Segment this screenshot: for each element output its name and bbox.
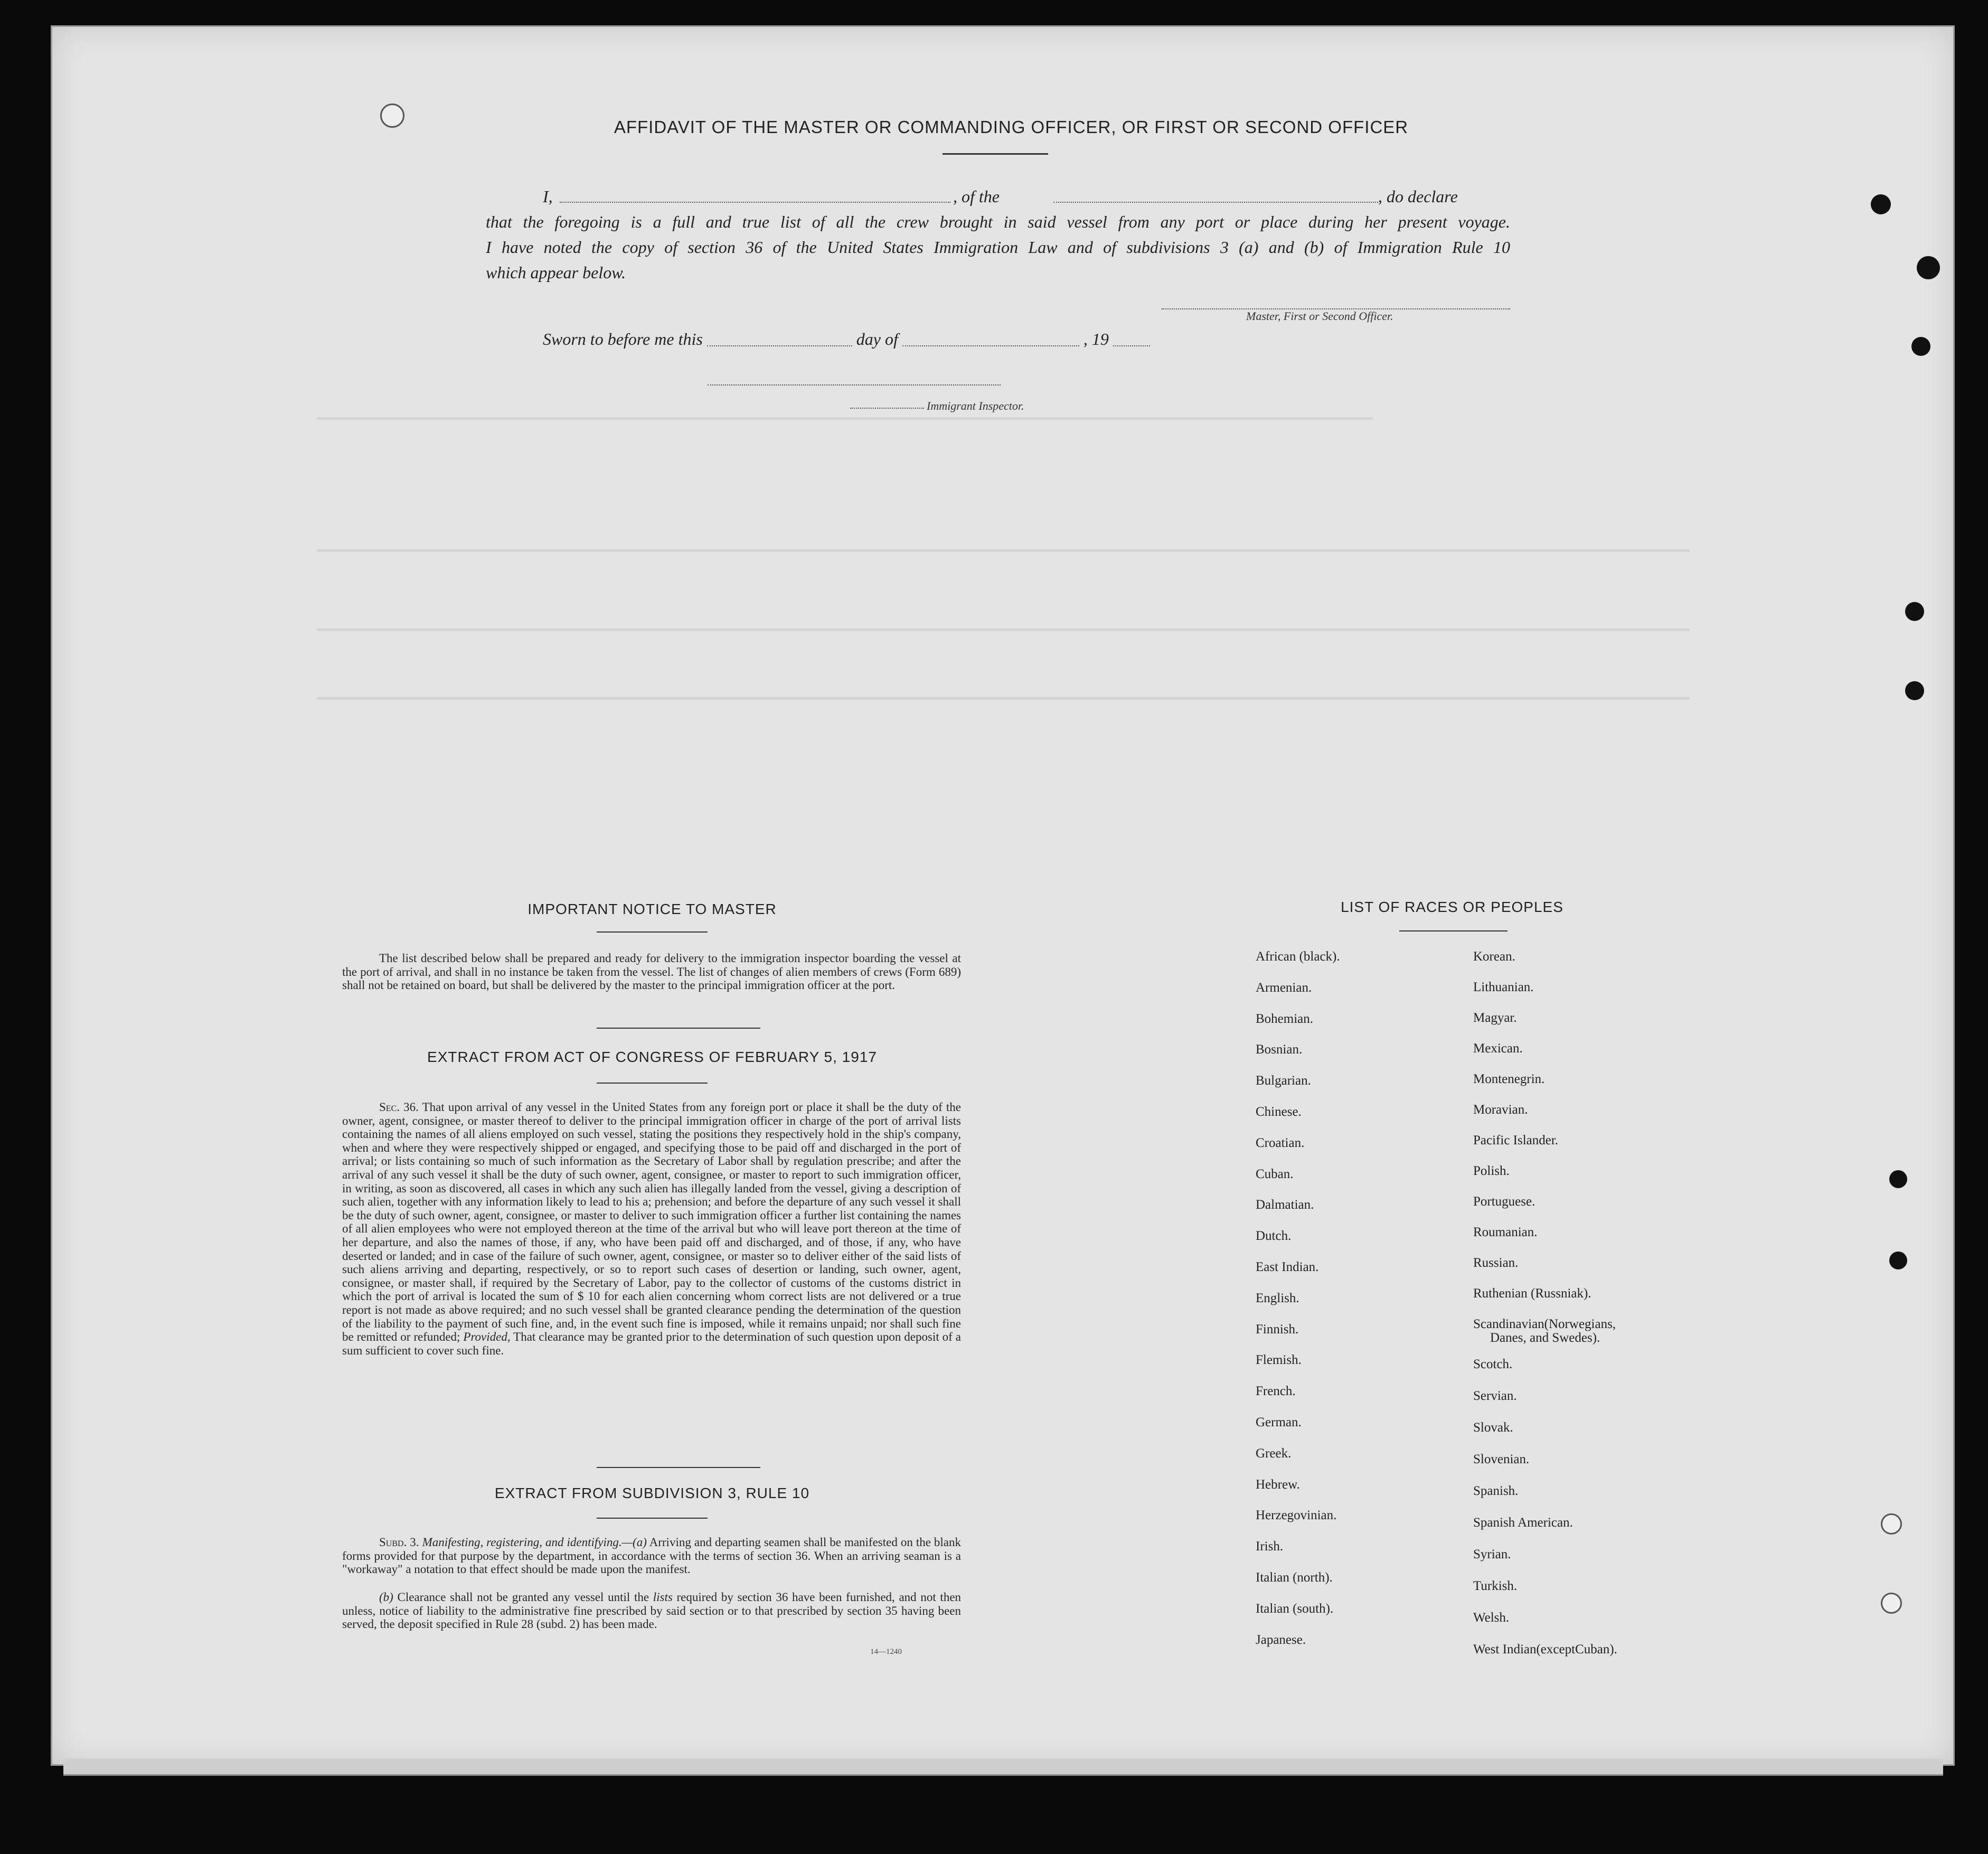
section-label: Sec. 36. [379, 1100, 419, 1114]
extract-rule-rule [597, 1518, 708, 1519]
race-left-item: Bulgarian. [1256, 1074, 1311, 1088]
inspector-short-line [850, 392, 924, 409]
race-left-item: Armenian. [1256, 980, 1312, 995]
officer-label: Master, First or Second Officer. [1246, 309, 1393, 323]
rule-10-body-a: Arriving and departing seamen shall be manifested on the blank forms provided for that purpose by the department, in accordance with the terms of section 36. When an arriving seaman is a "workaway" a notation to that effect should be made upon the manifest. [342, 1536, 962, 1576]
race-right-item: Ruthenian (Russniak). [1473, 1286, 1591, 1301]
race-right-item-continued: Danes, and Swedes). [1490, 1331, 1600, 1345]
race-left-item: Japanese. [1256, 1632, 1306, 1647]
affidavit-line-1 [486, 184, 1510, 209]
punch-hole-icon [1889, 1251, 1907, 1269]
race-right-item: Servian. [1473, 1389, 1517, 1403]
affidavit-title: AFFIDAVIT OF THE MASTER OR COMMANDING OFFICER, OR FIRST OR SECOND OFFICER [614, 117, 1409, 137]
year-blank [1113, 330, 1150, 346]
race-right-item: Spanish. [1473, 1484, 1519, 1498]
year-label: , 19 [1083, 330, 1109, 349]
rule-10-text-a [342, 1536, 961, 1576]
race-left-item: Greek. [1256, 1446, 1292, 1461]
race-left-item: Bohemian. [1256, 1011, 1314, 1026]
race-right-item: Turkish. [1473, 1579, 1518, 1593]
inspector-label: Immigrant Inspector. [927, 399, 1024, 412]
race-right-item: Moravian. [1473, 1103, 1528, 1117]
race-left-item: African (black). [1256, 949, 1340, 964]
race-right-item: Mexican. [1473, 1041, 1523, 1056]
race-right-item: Scandinavian(Norwegians, [1473, 1317, 1616, 1331]
race-left-item: Bosnian. [1256, 1042, 1303, 1057]
race-right-item: Spanish American. [1473, 1516, 1573, 1530]
bleed-line [317, 628, 1690, 631]
officer-signature-line [1162, 293, 1510, 309]
sworn-line [543, 330, 1150, 349]
punch-hole-icon [1871, 194, 1891, 214]
affidavit-line-4: which appear below. [486, 263, 626, 282]
race-left-item: Flemish. [1256, 1353, 1302, 1368]
lists-word: lists [653, 1591, 673, 1604]
race-right-item: Montenegrin. [1473, 1072, 1545, 1086]
reinforcement-ring-icon [1881, 1593, 1902, 1614]
affidavit-line-3: I have noted the copy of section 36 of the United States Immigration Law and of subdivisions 3 (a) and (b) of Immigration Rule 10 [486, 238, 1510, 257]
affidavit-i: I, [543, 187, 553, 206]
race-left-item: Italian (south). [1256, 1601, 1334, 1616]
rule-10-text-b [342, 1591, 961, 1631]
subd-label: Subd. 3. [379, 1536, 419, 1549]
race-left-item: English. [1256, 1291, 1299, 1305]
affidavit-line-2: that the foregoing is a full and true list of all the crew brought in said vessel from any port or place during her present voyage. [486, 212, 1510, 231]
race-left-item: Hebrew. [1256, 1477, 1300, 1492]
race-right-item: Lithuanian. [1473, 980, 1534, 994]
bleed-line [317, 417, 1373, 420]
punch-hole-icon [1917, 256, 1940, 279]
race-left-item: East Indian. [1256, 1260, 1319, 1274]
notice-rule [597, 931, 708, 933]
bleed-line [317, 697, 1690, 700]
race-right-item: Pacific Islander. [1473, 1133, 1559, 1147]
punch-hole-icon [1905, 681, 1924, 700]
race-right-item: Polish. [1473, 1164, 1510, 1178]
name-blank [560, 184, 950, 203]
extract-act-title: EXTRACT FROM ACT OF CONGRESS OF FEBRUARY 5, 1917 [427, 1049, 877, 1065]
race-right-item: Russian. [1473, 1256, 1519, 1270]
race-right-item: Roumanian. [1473, 1225, 1538, 1239]
race-right-item: Slovenian. [1473, 1452, 1530, 1466]
extract-act-divider [597, 1467, 760, 1468]
race-left-item: Croatian. [1256, 1135, 1305, 1150]
day-blank [707, 330, 852, 346]
extract-act-rule [597, 1083, 708, 1084]
races-title: LIST OF RACES OR PEOPLES [1341, 899, 1563, 915]
race-right-item: West Indian(exceptCuban). [1473, 1642, 1617, 1657]
race-right-item: Korean. [1473, 949, 1515, 964]
race-left-item: Herzegovinian. [1256, 1508, 1337, 1523]
race-right-item: Welsh. [1473, 1611, 1510, 1625]
race-left-item: Chinese. [1256, 1105, 1302, 1119]
race-left-item: Irish. [1256, 1539, 1284, 1554]
section-36-proviso: That clearance may be granted prior to the determination of such question upon deposit of a sum sufficient to cover such fine. [342, 1330, 961, 1357]
sheet-edge [63, 1758, 1943, 1776]
rule-10-body-b1: Clearance shall not be granted any vessel until the [397, 1591, 649, 1604]
race-right-item: Scotch. [1473, 1357, 1513, 1371]
extract-rule-title: EXTRACT FROM SUBDIVISION 3, RULE 10 [494, 1485, 810, 1501]
race-left-item: Dutch. [1256, 1229, 1292, 1244]
race-left-item: Dalmatian. [1256, 1198, 1314, 1212]
punch-hole-icon [1911, 337, 1930, 356]
race-right-item: Portuguese. [1473, 1194, 1535, 1209]
race-right-item: Slovak. [1473, 1420, 1513, 1435]
affidavit-of-the: , of the [953, 187, 1000, 206]
sworn-label: Sworn to before me this [543, 330, 703, 349]
race-left-item: Italian (north). [1256, 1570, 1333, 1585]
race-right-item: Magyar. [1473, 1011, 1517, 1025]
race-left-item: Finnish. [1256, 1322, 1299, 1337]
form-number: 14—1240 [870, 1648, 902, 1656]
bleed-line [317, 549, 1690, 552]
affidavit-do-declare: , do declare [1378, 187, 1458, 206]
month-blank [902, 330, 1079, 346]
notice-text: The list described below shall be prepared and ready for delivery to the immigration inspector boarding the vessel at the port of arrival, and shall in no instance be taken from the vessel. The list of changes of alien members of crews (Form 689) shall not be retained on board, but shall be delivered by the master to the principal immigration officer at the port. [342, 952, 961, 992]
punch-hole-icon [1905, 602, 1924, 621]
race-left-item: German. [1256, 1415, 1302, 1429]
section-36-body: That upon arrival of any vessel in the United States from any foreign port or place it shall be the duty of the owner, agent, consignee, or master thereof to deliver to the principal immigration officer in charge of the port of arrival lists containing the names of all aliens employed on such vessel, stating the positions they respectively hold in the ship's company, when and where they were respectively shipped or engaged, and specifying those to be paid off and discharged in the port of arrival; or lists containing so much of such information as the Secretary of Labor shall by regulation prescribe; and after the arrival of any such vessel it shall be the duty of such owner, agent, consignee, or master to report to such immigration officer, in writing, as soon as discovered, all cases in which any such alien has illegally landed from the vessel, giving a description of such alien, together with any information likely to lead to his a; prehension; and before the departure of any such vessel it shall be the duty of such owner, agent, consignee, or master to deliver to such immigration officer a further list containing the names of all alien employees who were not employed thereon at the time of the arrival but who will leave port thereon at the time of her departure, and also the names of those, if any, who have been paid off and discharged, and of those, if any, who have deserted or landed; and in case of the failure of such owner, agent, consignee, or master so to deliver either of the said lists of such aliens arriving and departing, respectively, or so to report such cases of desertion or landing, such owner, agent, consignee, or master shall, if required by the Secretary of Labor, pay to the collector of customs of the customs district in which the port of arrival is located the sum of $ 10 for each alien concerning whom correct lists are not delivered or a true report is not made as above required; and no such vessel shall be granted clearance pending the determination of the question of the liability to the payment of such fine, and, in the event such fine is imposed, while it remains unpaid; nor shall such fine be remitted or refunded; [342, 1100, 961, 1344]
notice-divider [597, 1028, 760, 1029]
punch-hole-icon [1889, 1170, 1907, 1188]
rule-10-body-b2: required by section 36 have been furnished, and not then unless, notice of liability to the administrative fine prescribed by said section or to that prescribed by section 35 having been served, the deposit specified in Rule 28 (subd. 2) has been made. [342, 1591, 962, 1631]
affidavit-body [486, 184, 1510, 285]
vessel-blank [1053, 184, 1378, 203]
race-left-item: French. [1256, 1384, 1296, 1399]
races-rule [1399, 930, 1508, 931]
reinforcement-ring-icon [380, 103, 404, 128]
notice-title: IMPORTANT NOTICE TO MASTER [527, 901, 777, 917]
inspector-signature-line [708, 369, 1001, 385]
provided-word: Provided, [463, 1330, 511, 1344]
race-right-item: Syrian. [1473, 1547, 1511, 1561]
document-sheet [51, 25, 1955, 1766]
reinforcement-ring-icon [1881, 1513, 1902, 1535]
rule-heading: Manifesting, registering, and identifying.—(a) [422, 1536, 647, 1549]
section-36-text [342, 1100, 961, 1357]
day-of-label: day of [856, 330, 898, 349]
title-rule [943, 153, 1048, 155]
race-left-item: Cuban. [1256, 1166, 1294, 1181]
subsection-b-label: (b) [379, 1591, 393, 1604]
